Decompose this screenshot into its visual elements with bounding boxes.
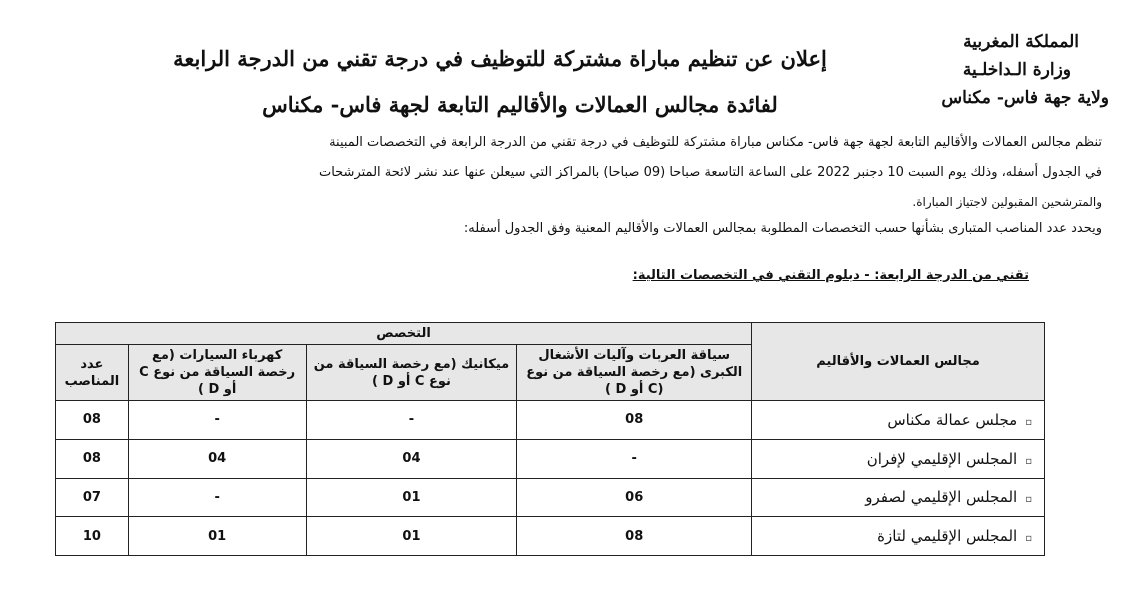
wilaya-label: ولاية جهة فاس- مكناس xyxy=(941,88,1109,108)
bullet-icon: ▫ xyxy=(1025,533,1032,545)
cell-mechanics: 04 xyxy=(306,439,517,478)
bullet-icon: ▫ xyxy=(1025,494,1032,506)
cell-electrical: 04 xyxy=(128,439,306,478)
announcement-title xyxy=(110,36,890,128)
column-header-electrical: كهرباء السيارات (مع رخصة السياقة من نوع C أو D ) xyxy=(128,345,306,401)
cell-electrical: - xyxy=(128,401,306,440)
cell-electrical: - xyxy=(128,478,306,517)
cell-total: 08 xyxy=(56,401,129,440)
intro-line-3: والمترشحين المقبولين لاجتياز المباراة. xyxy=(912,195,1102,209)
table-row xyxy=(56,478,1045,517)
council-name: ▫مجلس عمالة مكناس xyxy=(752,401,1045,440)
specialties-heading: تقني من الدرجة الرابعة: - دبلوم التقني في التخصصات التالية: xyxy=(632,268,1029,283)
cell-driving: 08 xyxy=(517,401,752,440)
intro-line-2: في الجدول أسفله، وذلك يوم السبت 10 دجنبر 2022 على الساعة التاسعة صباحا (09 صباحا) بالمراكز التي سيعلن عنها عند نشر لائحة المترشحات xyxy=(318,165,1102,180)
positions-table xyxy=(55,322,1045,556)
title-line-2: لفائدة مجالس العمالات والأقاليم التابعة لجهة فاس- مكناس xyxy=(262,92,778,117)
cell-driving: 06 xyxy=(517,478,752,517)
ministry-label: وزارة الـداخلـية xyxy=(962,60,1071,80)
specialty-group-header: التخصص xyxy=(56,323,752,345)
administration-header xyxy=(899,28,1109,112)
table-row xyxy=(56,517,1045,556)
council-column-header: مجالس العمالات والأقاليم xyxy=(752,323,1045,401)
intro-text xyxy=(58,128,1102,244)
cell-total: 10 xyxy=(56,517,129,556)
cell-total: 07 xyxy=(56,478,129,517)
council-name: ▫المجلس الإقليمي لصفرو xyxy=(752,478,1045,517)
cell-mechanics: 01 xyxy=(306,517,517,556)
cell-mechanics: 01 xyxy=(306,478,517,517)
cell-driving: - xyxy=(517,439,752,478)
cell-mechanics: - xyxy=(306,401,517,440)
bullet-icon: ▫ xyxy=(1025,416,1032,428)
intro-line-4: ويحدد عدد المناصب المتبارى بشأنها حسب التخصصات المطلوبة بمجالس العمالات والأقاليم المعنية وفق الجدول أسفله: xyxy=(463,221,1102,236)
column-header-mechanics: ميكانيك (مع رخصة السياقة من نوع C أو D ) xyxy=(306,345,517,401)
intro-line-1: تنظم مجالس العمالات والأقاليم التابعة لجهة جهة فاس- مكناس مباراة مشتركة للتوظيف في درجة تقني من الدرجة الرابعة في التخصصات المبينة xyxy=(329,135,1102,150)
table-row xyxy=(56,401,1045,440)
cell-electrical: 01 xyxy=(128,517,306,556)
table-row xyxy=(56,439,1045,478)
column-header-driving: سياقة العربات وآليات الأشغال الكبرى (مع رخصة السياقة من نوع (C أو D ) xyxy=(517,345,752,401)
cell-total: 08 xyxy=(56,439,129,478)
council-name: ▫المجلس الإقليمي لتازة xyxy=(752,517,1045,556)
kingdom-label: المملكة المغربية xyxy=(963,32,1079,52)
bullet-icon: ▫ xyxy=(1025,455,1032,467)
title-line-1: إعلان عن تنظيم مباراة مشتركة للتوظيف في درجة تقني من الدرجة الرابعة xyxy=(173,46,827,71)
council-name: ▫المجلس الإقليمي لإفران xyxy=(752,439,1045,478)
column-header-total: عدد المناصب xyxy=(56,345,129,401)
cell-driving: 08 xyxy=(517,517,752,556)
